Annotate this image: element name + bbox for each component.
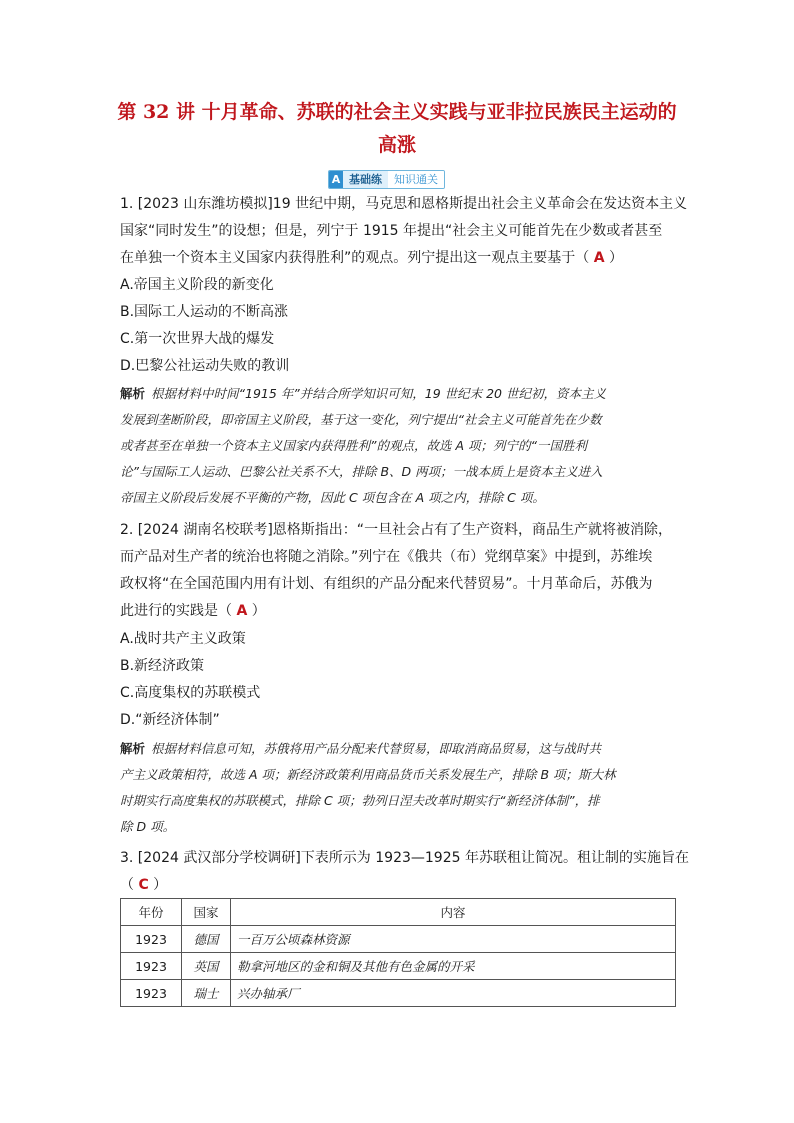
table-cell-year: 1923 xyxy=(121,953,182,980)
table-cell-year: 1923 xyxy=(121,926,182,953)
section-badge xyxy=(328,170,445,189)
q3-stem-line: 3. [2024 武汉部分学校调研]下表所示为 1923—1925 年苏联租让简况。租让制的实施旨在 xyxy=(120,850,689,866)
q1-stem-line xyxy=(120,245,676,272)
q2-option-b: B.新经济政策 xyxy=(120,658,205,674)
table-row xyxy=(121,953,676,980)
table-cell-country: 英国 xyxy=(182,953,231,980)
q1-option-b: B.国际工人运动的不断高涨 xyxy=(120,304,289,320)
q3-stem-line xyxy=(120,872,676,899)
q2-stem-line: 政权将“在全国范围内用有计划、有组织的产品分配来代替贸易”。十月革命后，苏俄为 xyxy=(120,576,653,592)
q1-paren-close: ） xyxy=(604,250,623,266)
q2-stem-line xyxy=(120,598,676,625)
table-cell-year: 1923 xyxy=(121,980,182,1007)
q2-analysis-line: 产主义政策相符，故选 A 项；新经济政策利用商品货币关系发展生产，排除 B 项；斯大林 xyxy=(120,767,616,782)
badge-letter: A xyxy=(329,171,343,188)
lesson-title-line1: 第 32 讲 十月革命、苏联的社会主义实践与亚非拉民族民主运动的 xyxy=(117,101,677,123)
q2-stem-line: 2. [2024 湖南名校联考]恩格斯指出：“一旦社会占有了生产资料，商品生产就将被消除， xyxy=(120,522,673,538)
q1-option-a: A.帝国主义阶段的新变化 xyxy=(120,277,274,293)
q1-option-c: C.第一次世界大战的爆发 xyxy=(120,331,275,347)
q3-paren-open: （ xyxy=(120,877,139,893)
q1-option-d: D.巴黎公社运动失败的教训 xyxy=(120,358,290,374)
table-row xyxy=(121,926,676,953)
concession-table xyxy=(120,898,676,1007)
q1-analysis-line: 帝国主义阶段后发展不平衡的产物，因此 C 项包含在 A 项之内，排除 C 项。 xyxy=(120,490,545,505)
table-header-country: 国家 xyxy=(182,899,231,926)
lesson-title-line2: 高涨 xyxy=(377,134,416,156)
q3-answer: C xyxy=(138,877,149,893)
badge-sub: 知识通关 xyxy=(388,171,444,188)
table-cell-country: 德国 xyxy=(182,926,231,953)
q2-option-c: C.高度集权的苏联模式 xyxy=(120,685,261,701)
q1-analysis-line: 发展到垄断阶段，即帝国主义阶段，基于这一变化，列宁提出“社会主义可能首先在少数 xyxy=(120,412,602,427)
q1-answer: A xyxy=(593,250,605,266)
q2-analysis-line: 时期实行高度集权的苏联模式，排除 C 项；勃列日涅夫改革时期实行“新经济体制”，排 xyxy=(120,793,600,808)
q2-analysis-text: 根据材料信息可知，苏俄将用产品分配来代替贸易，即取消商品贸易，这与战时共 xyxy=(151,741,602,756)
q2-paren-close: ） xyxy=(247,603,266,619)
q2-analysis-label: 解析 xyxy=(120,741,146,756)
table-header-year: 年份 xyxy=(121,899,182,926)
q1-analysis-line: 论”与国际工人运动、巴黎公社关系不大，排除 B、D 两项；一战本质上是资本主义进入 xyxy=(120,464,603,479)
table-header-row xyxy=(121,899,676,926)
q2-stem-line: 而产品对生产者的统治也将随之消除。”列宁在《俄共（布）党纲草案》中提到，苏维埃 xyxy=(120,549,653,565)
table-cell-content: 兴办轴承厂 xyxy=(231,980,676,1007)
q1-analysis-text: 根据材料中时间“1915 年”并结合所学知识可知，19 世纪末 20 世纪初，资本主义 xyxy=(151,386,606,401)
q1-stem-line: 国家“同时发生”的设想；但是，列宁于 1915 年提出“社会主义可能首先在少数或者甚至 xyxy=(120,223,663,239)
q1-analysis-line: 或者甚至在单独一个资本主义国家内获得胜利”的观点，故选 A 项；列宁的“一国胜利 xyxy=(120,438,587,453)
q2-stem-text: 此进行的实践是（ xyxy=(120,603,237,619)
table-row xyxy=(121,980,676,1007)
q1-stem-text: 在单独一个资本主义国家内获得胜利”的观点。列宁提出这一观点主要基于（ xyxy=(120,250,594,266)
q2-option-a: A.战时共产主义政策 xyxy=(120,631,246,647)
q3-paren-close: ） xyxy=(148,877,168,893)
q1-analysis-label: 解析 xyxy=(120,386,146,401)
q2-analysis-line xyxy=(120,736,676,762)
table-header-content: 内容 xyxy=(231,899,676,926)
badge-label: 基础练 xyxy=(343,171,388,188)
table-cell-country: 瑞士 xyxy=(182,980,231,1007)
q2-analysis-line: 除 D 项。 xyxy=(120,819,176,834)
q2-answer: A xyxy=(236,603,248,619)
q2-option-d: D.“新经济体制” xyxy=(120,712,220,728)
q1-analysis-line xyxy=(120,381,676,407)
q1-stem-line: 1. [2023 山东潍坊模拟]19 世纪中期，马克思和恩格斯提出社会主义革命会在发达资本主义 xyxy=(120,196,688,212)
table-cell-content: 一百万公顷森林资源 xyxy=(231,926,676,953)
table-cell-content: 勒拿河地区的金和铜及其他有色金属的开采 xyxy=(231,953,676,980)
